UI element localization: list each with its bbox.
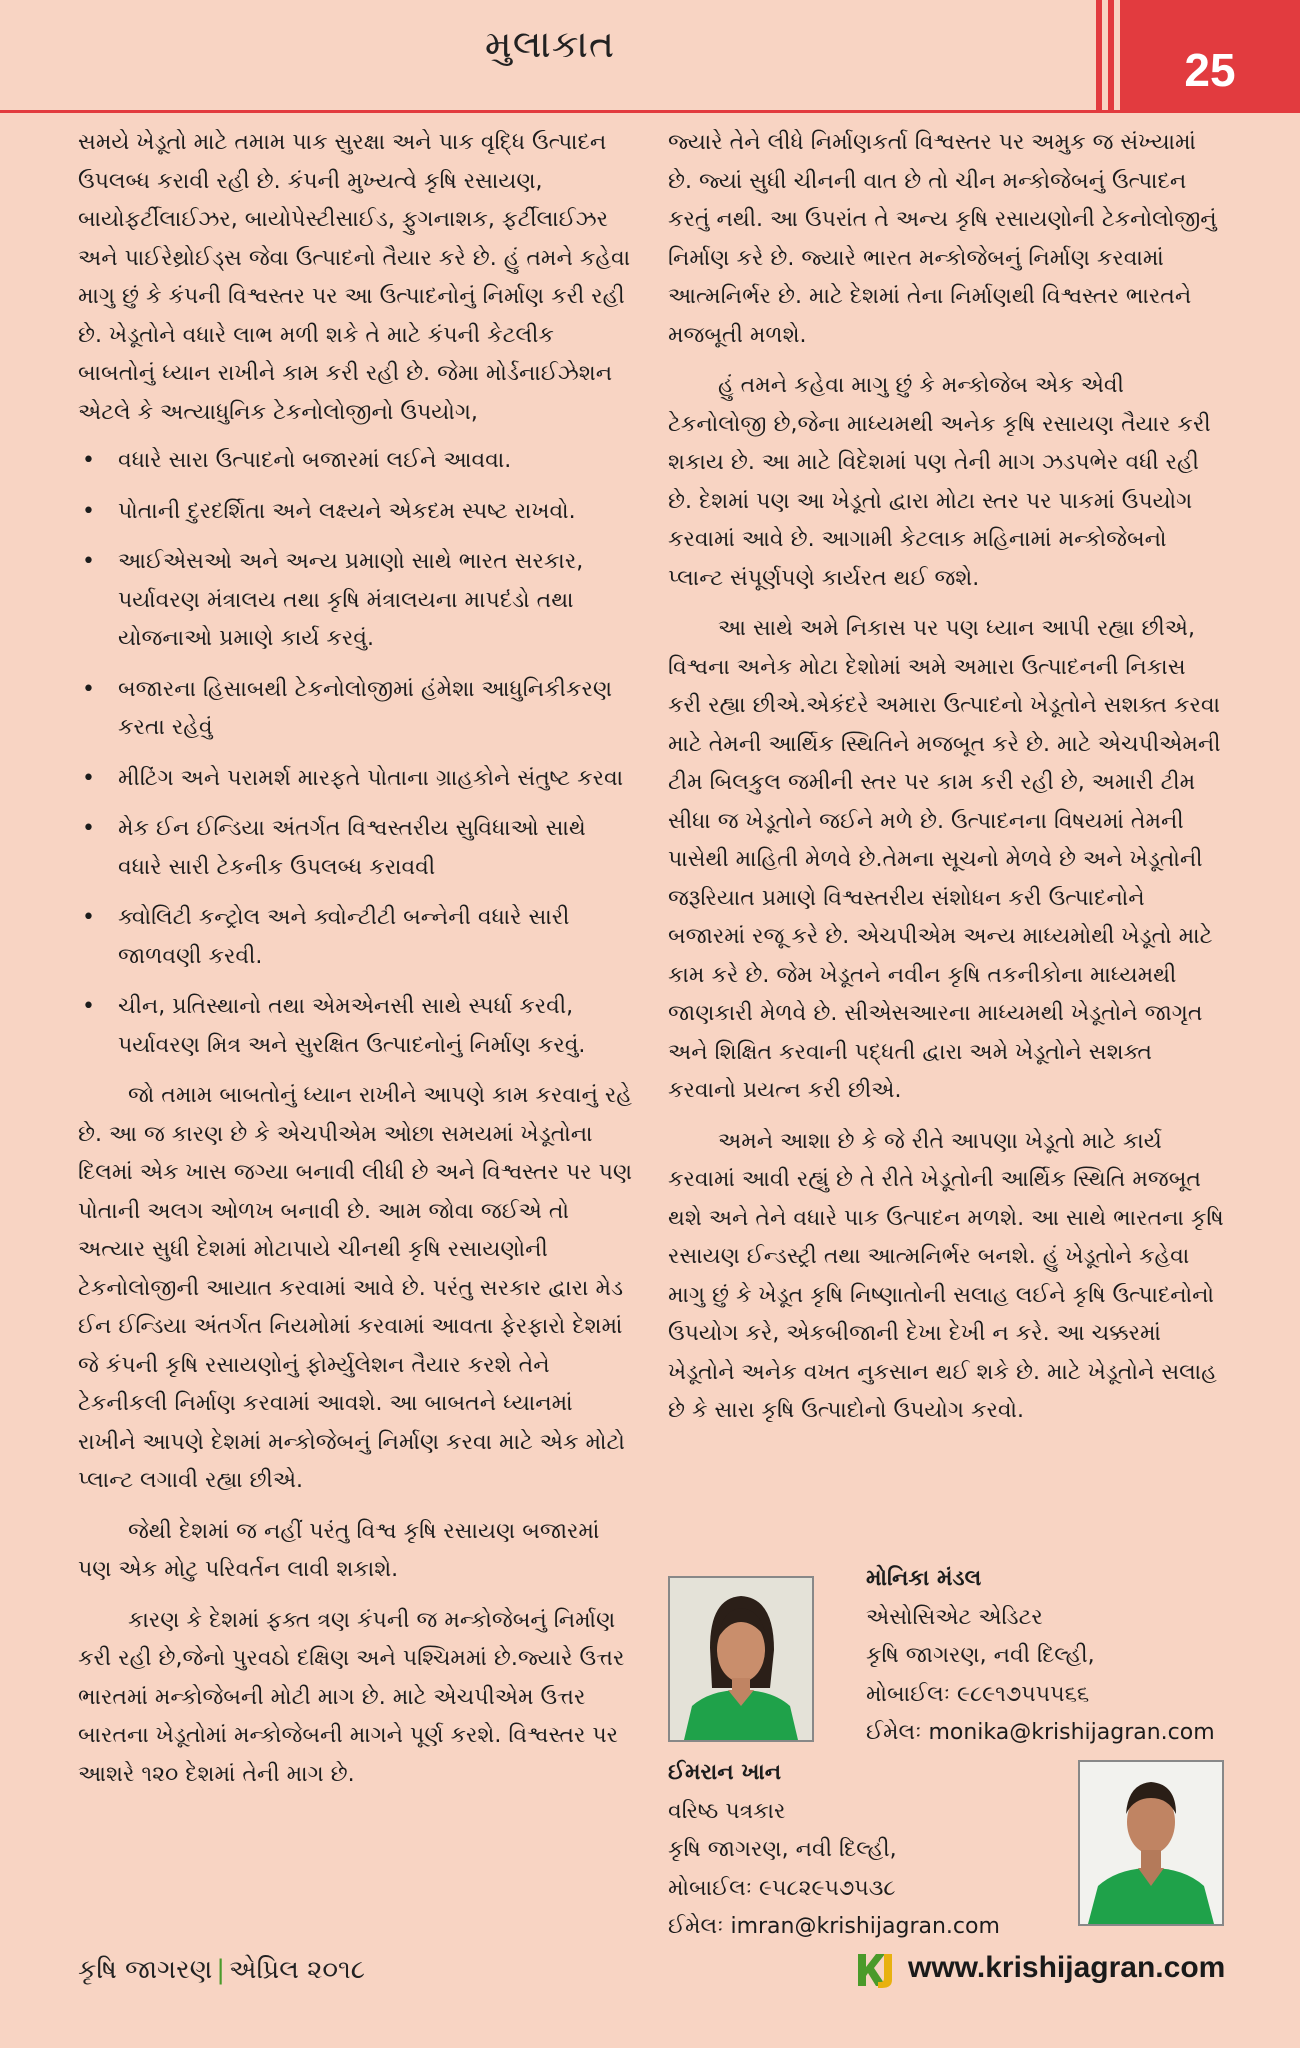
bullet-icon: • — [82, 905, 95, 930]
author-organization: કૃષિ જાગરણ, નવી દિલ્હી, — [668, 1837, 897, 1862]
author-info-imran — [668, 1754, 1000, 1947]
bullet-item — [78, 442, 634, 481]
author-photo-imran — [1078, 1760, 1224, 1926]
author-role: વરિષ્ઠ પત્રકાર — [668, 1798, 786, 1824]
right-column — [668, 124, 1224, 1431]
header-stripe — [1108, 0, 1114, 110]
bullet-text: આઈએસઓ અને અન્ય પ્રમાણો સાથે ભારત સરકાર, પર્યાવરણ મંત્રાલય તથા કૃષિ મંત્રાલયના માપદંડો તથા યોજનાઓ પ્રમાણે કાર્ય કરવું. — [118, 549, 584, 651]
person-photo-icon — [670, 1578, 812, 1740]
bullet-icon: • — [82, 676, 95, 702]
author-email[interactable]: ઈમેલઃ monika@krishijagran.com — [866, 1720, 1215, 1745]
section-title: મુલાકાત — [484, 22, 616, 66]
bullet-icon: • — [82, 765, 95, 791]
bullet-text: મેક ઈન ઈન્ડિયા અંતર્ગત વિશ્વસ્તરીય સુવિધાઓ સાથે વધારે સારી ટેકનીક ઉપલબ્ધ કરાવવી — [118, 816, 586, 880]
author-email[interactable]: ઈમેલઃ imran@krishijagran.com — [668, 1914, 1000, 1939]
left-paragraph-1: સમયે ખેડૂતો માટે તમામ પાક સુરક્ષા અને પાક વૃદ્ધિ ઉત્પાદન ઉપલબ્ધ કરાવી રહી છે. કંપની મુખ્યત્વે કૃષિ રસાયણ, બાયોફર્ટીલાઈઝર, બાયોપેસ્ટીસાઈડ, ફુગનાશક, ફર્ટીલાઈઝર અને પાઈરેથ્રોઈડ્સ જેવા ઉત્પાદનો તૈયાર કરે છે. હું તમને કહેવા માગુ છું કે કંપની વિશ્વસ્તર પર આ ઉત્પાદનોનું નિર્માણ કરી રહી છે. ખેડૂતોને વધારે લાભ મળી શકે તે માટે કંપની કેટલીક બાબતોનું ધ્યાન રાખીને કામ કરી રહી છે. જેમા મોર્ડનાઈઝેશન એટલે કે અત્યાધુનિક ટેકનોલોજીનો ઉપયોગ, — [78, 130, 631, 425]
left-paragraph-4: કારણ કે દેશમાં ફક્ત ત્રણ કંપની જ મન્કોજેબનું નિર્માણ કરી રહી છે,જેનો પુરવઠો દક્ષિણ અને પશ્ચિમમાં છે.જ્યારે ઉત્તર ભારતમાં મન્કોજેબની મોટી માગ છે. માટે એચપીએમ ઉત્તર બારતના ખેડૂતોમાં મન્કોજેબની માગને પૂર્ણ કરશે. વિશ્વસ્તર પર આશરે ૧૨૦ દેશમાં તેની માગ છે. — [78, 1607, 625, 1787]
header-stripe — [1096, 0, 1102, 110]
footer-separator: | — [216, 1955, 226, 1985]
right-paragraph-4: અમને આશા છે કે જે રીતે આપણા ખેડૂતો માટે કાર્ય કરવામાં આવી રહ્યું છે તે રીતે ખેડૂતોની આર્થિક સ્થિતિ મજબૂત થશે અને તેને વધારે પાક ઉત્પાદન મળશે. આ સાથે ભારતના કૃષિ રસાયણ ઈન્ડસ્ટ્રી તથા આત્મનિર્ભર બનશે. હું ખેડૂતોને કહેવા માગુ છું કે ખેડૂત કૃષિ નિષ્ણાતોની સલાહ લઈને કૃષિ ઉત્પાદનોનો ઉપયોગ કરે, એકબીજાની દેખા દેખી ન કરે. આ ચક્કરમાં ખેડૂતોને અનેક વખત નુકસાન થઈ શકે છે. માટે ખેડૂતોને સલાહ છે કે સારા કૃષિ ઉત્પાદોનો ઉપયોગ કરવો. — [668, 1128, 1224, 1423]
right-paragraph-2: હું તમને કહેવા માગુ છું કે મન્કોજેબ એક એવી ટેકનોલોજી છે,જેના માધ્યમથી અનેક કૃષિ રસાયણ તૈયાર કરી શકાય છે. આ માટે વિદેશમાં પણ તેની માગ ઝડપભેર વધી રહી છે. દેશમાં પણ આ ખેડૂતો દ્વારા મોટા સ્તર પર પાકમાં ઉપયોગ કરવામાં આવે છે. આગામી કેટલાક મહિનામાં મન્કોજેબનો પ્લાન્ટ સંપૂર્ણપણે કાર્યરત થઈ જશે. — [668, 373, 1211, 591]
left-column — [78, 124, 634, 1794]
bullet-icon: • — [82, 448, 95, 473]
author-mobile: મોબાઈલઃ ૯૫૮૨૯૫૭૫૩૮ — [668, 1875, 896, 1901]
publication-name: કૃષિ જાગરણ — [78, 1955, 213, 1985]
krishijagran-logo-icon — [854, 1950, 896, 1990]
author-photo-monika — [668, 1576, 814, 1742]
bullet-item — [78, 810, 634, 887]
bullet-icon: • — [82, 549, 95, 574]
header-divider — [0, 110, 1300, 113]
website-link[interactable]: www.krishijagran.com — [908, 1951, 1226, 1984]
bullet-item — [78, 988, 634, 1065]
author-info-monika — [866, 1560, 1215, 1753]
bullet-text: બજારના હિસાબથી ટેકનોલોજીમાં હંમેશા આધુનિકીકરણ કરતા રહેવું — [118, 676, 613, 740]
bullet-item — [78, 760, 634, 799]
right-paragraph-3: આ સાથે અમે નિકાસ પર પણ ધ્યાન આપી રહ્યા છીએ, વિશ્વના અનેક મોટા દેશોમાં અમે અમારા ઉત્પાદનની નિકાસ કરી રહ્યા છીએ.એકંદરે અમારા ઉત્પાદનો ખેડૂતોને સશક્ત કરવા માટે તેમની આર્થિક સ્થિતિને મજબૂત કરે છે. માટે એચપીએમની ટીમ બિલકુલ જમીની સ્તર પર કામ કરી રહી છે, અમારી ટીમ સીધા જ ખેડૂતોને જઈને મળે છે. ઉત્પાદનના વિષયમાં તેમની પાસેથી માહિતી મેળવે છે.તેમના સૂચનો મેળવે છે અને ખેડૂતોની જરૂરિયાત પ્રમાણે વિશ્વસ્તરીય સંશોધન કરી ઉત્પાદનોને બજારમાં રજૂ કરે છે. એચપીએમ અન્ય માધ્યમોથી ખેડૂતો માટે કામ કરે છે. જેમ ખેડૂતને નવીન કૃષિ તકનીકોના માધ્યમથી જાણકારી મેળવે છે. સીએસઆરના માધ્યમથી ખેડૂતોને જાગૃત અને શિક્ષિત કરવાની પદ્ધતી દ્વારા અમે ખેડૂતોને સશક્ત કરવાનો પ્રયત્ન કરી છીએ. — [668, 616, 1221, 1103]
bullet-icon: • — [82, 994, 95, 1019]
bullet-text: ચીન, પ્રતિસ્થાનો તથા એમએનસી સાથે સ્પર્ધા કરવી, પર્યાવરણ મિત્ર અને સુરક્ષિત ઉત્પાદનોનું નિર્માણ કરવું. — [118, 994, 586, 1058]
left-paragraph-2: જો તમામ બાબતોનું ધ્યાન રાખીને આપણે કામ કરવાનું રહે છે. આ જ કારણ છે કે એચપીએમ ઓછા સમયમાં ખેડૂતોના દિલમાં એક ખાસ જગ્યા બનાવી લીધી છે અને વિશ્વસ્તર પર પણ પોતાની અલગ ઓળખ બનાવી છે. આમ જોવા જઈએ તો અત્યાર સુધી દેશમાં મોટાપાયે ચીનથી કૃષિ રસાયણોની ટેકનોલોજીની આયાત કરવામાં આવે છે. પરંતુ સરકાર દ્વારા મેડ ઈન ઈન્ડિયા અંતર્ગત નિયમોમાં કરવામાં આવતા ફેરફારો દેશમાં જે કંપની કૃષિ રસાયણોનું ફોર્મ્યુલેશન તૈયાર કરશે તેને ટેકનીકલી નિર્માણ કરવામાં આવશે. આ બાબતને ધ્યાનમાં રાખીને આપણે દેશમાં મન્કોજેબનું નિર્માણ કરવા માટે એક મોટો પ્લાન્ટ લગાવી રહ્યા છીએ. — [78, 1083, 633, 1493]
bullet-list — [78, 442, 634, 1065]
bullet-text: મીટિંગ અને પરામર્શ મારફતે પોતાના ગ્રાહકોને સંતુષ્ટ કરવા — [118, 765, 624, 791]
author-name: મોનિકા મંડલ — [866, 1566, 982, 1591]
bullet-item — [78, 493, 634, 532]
bullet-icon: • — [82, 816, 95, 841]
bullet-item — [78, 899, 634, 976]
bullet-item — [78, 671, 634, 748]
bullet-item — [78, 543, 634, 659]
author-role: એસોસિએટ એડિટર — [866, 1604, 1043, 1630]
left-paragraph-3: જેથી દેશમાં જ નહીં પરંતુ વિશ્વ કૃષિ રસાયણ બજારમાં પણ એક મોટુ પરિવર્તન લાવી શકાશે. — [78, 1518, 600, 1582]
bullet-text: પોતાની દુરદર્શિતા અને લક્ષ્યને એકદમ સ્પષ્ટ રાખવો. — [118, 498, 576, 524]
author-name: ઈમરાન ખાન — [668, 1760, 782, 1785]
right-paragraph-1: જ્યારે તેને લીધે નિર્માણકર્તા વિશ્વસ્તર પર અમુક જ સંખ્યામાં છે. જ્યાં સુધી ચીનની વાત છે તો ચીન મન્કોજેબનું ઉત્પાદન કરતું નથી. આ ઉપરાંત તે અન્ય કૃષિ રસાયણોની ટેકનોલોજીનું નિર્માણ કરે છે. જ્યારે ભારત મન્કોજેબનું નિર્માણ કરવામાં આત્મનિર્ભર છે. માટે દેશમાં તેના નિર્માણથી વિશ્વસ્તર ભારતને મજબૂતી મળશે. — [668, 130, 1217, 348]
issue-date: એપ્રિલ ૨૦૧૮ — [229, 1955, 366, 1985]
footer-publication — [78, 1955, 365, 1986]
bullet-text: વધારે સારા ઉત્પાદનો બજારમાં લઈને આવવા. — [118, 448, 512, 473]
page-number: 25 — [1120, 0, 1300, 110]
author-mobile: મોબાઈલઃ ૯૮૯૧૭૫૫૫૬૬ — [866, 1681, 1090, 1707]
page-header — [0, 0, 1300, 112]
bullet-text: ક્વોલિટી કન્ટ્રોલ અને ક્વોન્ટીટી બન્નેની વધારે સારી જાળવણી કરવી. — [118, 905, 570, 969]
person-photo-icon — [1080, 1762, 1222, 1924]
bullet-icon: • — [82, 498, 95, 524]
logo-text: KJ — [854, 1950, 855, 1951]
author-organization: કૃષિ જાગરણ, નવી દિલ્હી, — [866, 1643, 1095, 1668]
